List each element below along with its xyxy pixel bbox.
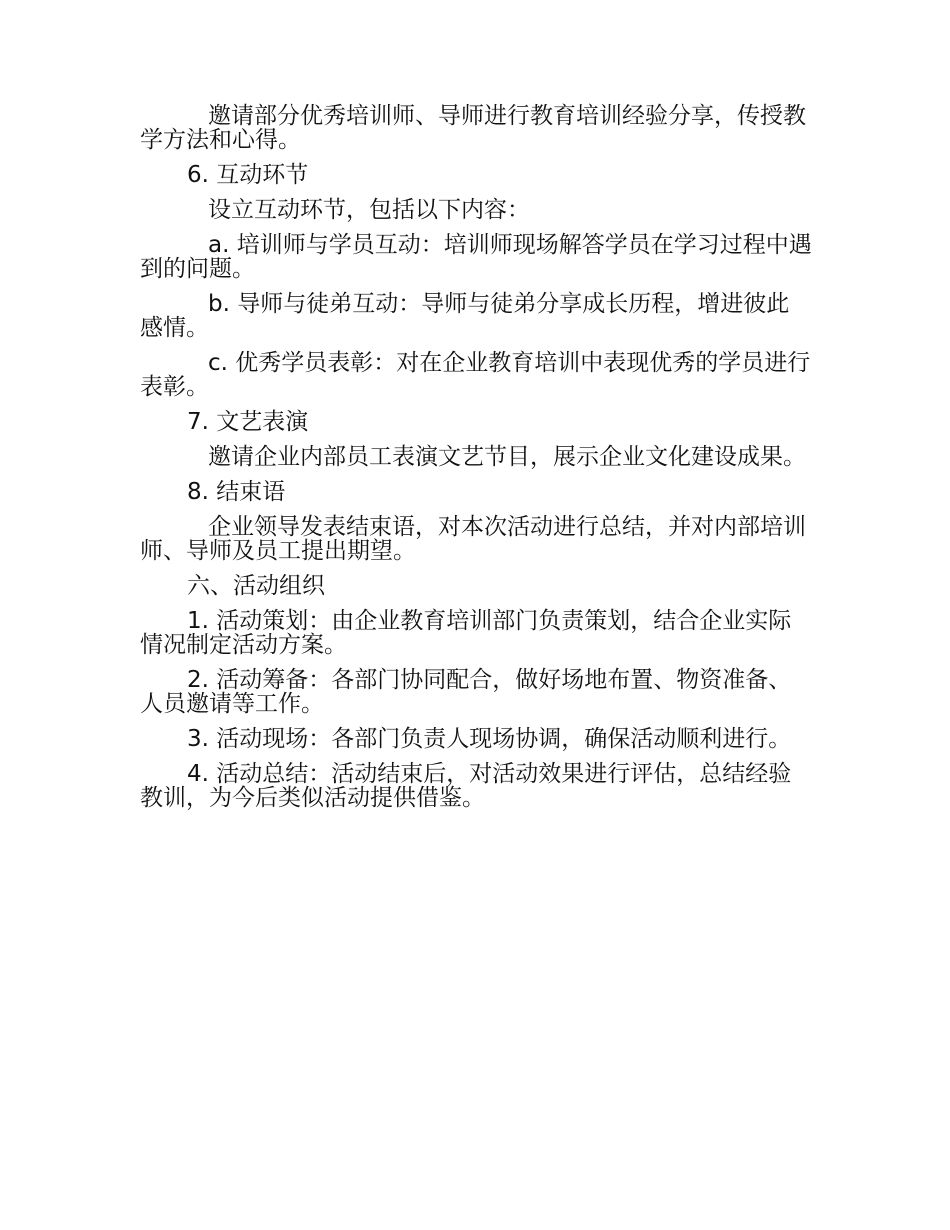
heading-performance: 7. 文艺表演: [187, 409, 309, 435]
list-item-summary: 4. 活动总结：活动结束后，对活动效果进行评估，总结经验教训，为今后类似活动提供借鉴。: [140, 761, 792, 811]
list-item-preparation: 2. 活动筹备：各部门协同配合，做好场地布置、物资准备、人员邀请等工作。: [140, 667, 792, 717]
paragraph-performance: 邀请企业内部员工表演文艺节目，展示企业文化建设成果。: [208, 444, 806, 470]
heading-organization: 六、活动组织: [187, 573, 325, 599]
document-body: [140, 104, 812, 821]
heading-closing: 8. 结束语: [187, 479, 286, 505]
list-item-planning: 1. 活动策划：由企业教育培训部门负责策划，结合企业实际情况制定活动方案。: [140, 608, 792, 658]
paragraph-interaction-intro: 设立互动环节，包括以下内容：: [208, 197, 530, 223]
list-item-onsite: 3. 活动现场：各部门负责人现场协调，确保活动顺利进行。: [187, 726, 792, 752]
paragraph-experience-sharing: 邀请部分优秀培训师、导师进行教育培训经验分享，传授教学方法和心得。: [140, 103, 806, 153]
paragraph-mentor-interaction: b. 导师与徒弟互动：导师与徒弟分享成长历程，增进彼此感情。: [140, 291, 790, 341]
paragraph-closing: 企业领导发表结束语，对本次活动进行总结，并对内部培训师、导师及员工提出期望。: [140, 514, 806, 564]
paragraph-student-award: c. 优秀学员表彰：对在企业教育培训中表现优秀的学员进行表彰。: [140, 350, 811, 400]
heading-interaction: 6. 互动环节: [187, 162, 309, 188]
paragraph-trainer-interaction: a. 培训师与学员互动：培训师现场解答学员在学习过程中遇到的问题。: [140, 232, 812, 282]
